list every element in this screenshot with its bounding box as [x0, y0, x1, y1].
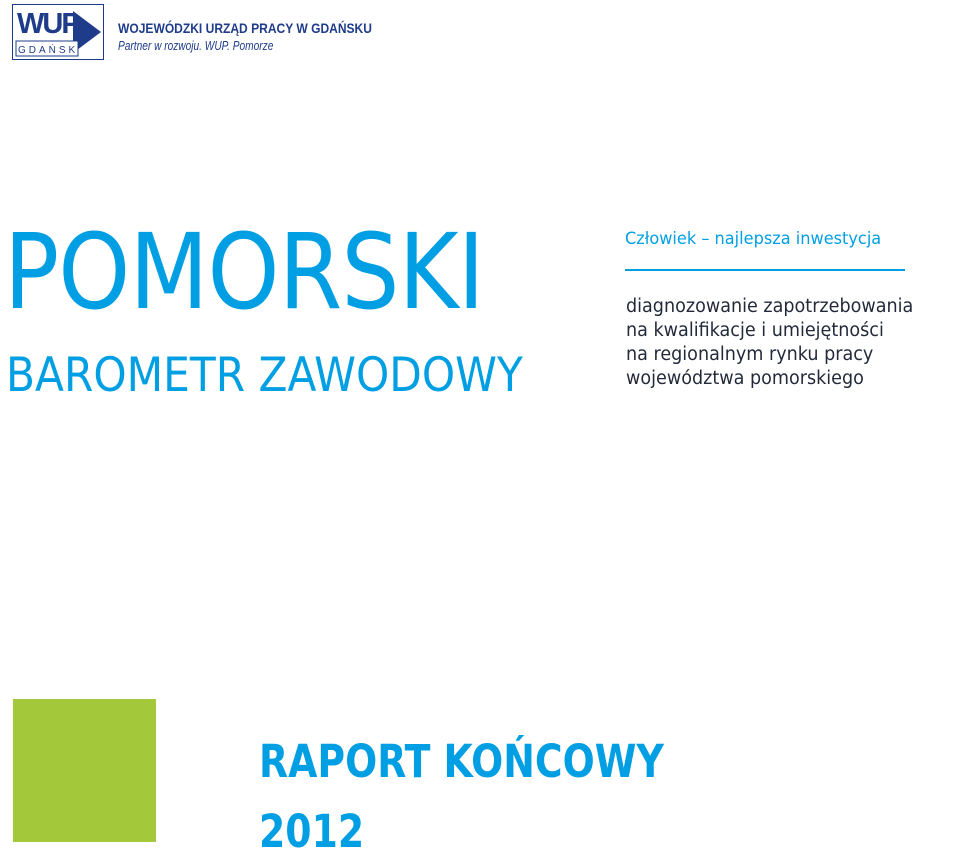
organization-tagline: Partner w rozwoju. WUP. Pomorze: [118, 38, 274, 53]
description-line: na regionalnym rynku pracy: [626, 344, 874, 365]
slogan: Człowiek – najlepsza inwestycja: [625, 229, 882, 249]
slogan-divider: [625, 269, 905, 271]
organization-name: WOJEWÓDZKI URZĄD PRACY W GDAŃSKU: [118, 20, 372, 36]
logo-city: GDAŃSK: [18, 45, 79, 56]
description-line: diagnozowanie zapotrzebowania: [626, 296, 914, 317]
report-title: RAPORT KOŃCOWY: [259, 735, 664, 788]
description-line: na kwalifikacje i umiejętności: [626, 320, 884, 341]
publication-subtitle: BAROMETR ZAWODOWY: [6, 348, 523, 403]
description-line: województwa pomorskiego: [626, 368, 864, 389]
publication-title: POMORSKI: [4, 211, 484, 333]
logo-wordmark: WUP: [17, 8, 79, 40]
report-year: 2012: [259, 805, 365, 858]
green-square-decoration: [13, 699, 156, 842]
description: [626, 295, 928, 391]
wup-logo: [12, 4, 104, 60]
